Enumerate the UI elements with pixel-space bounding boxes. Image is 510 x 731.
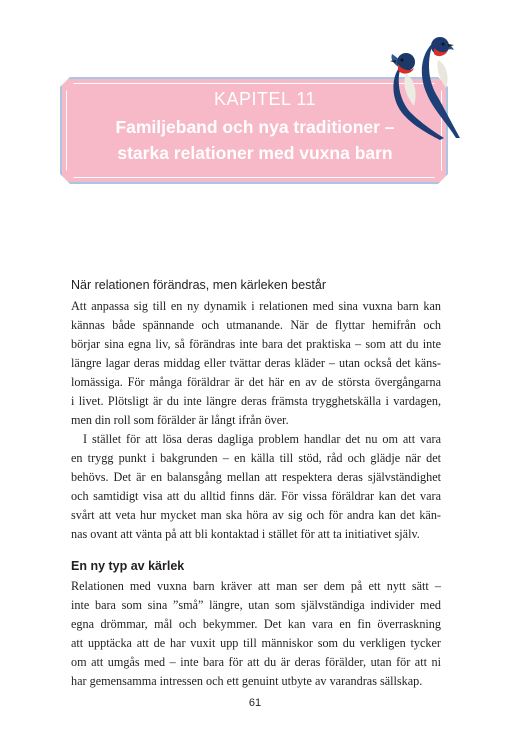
text-line: nas ovant att vänta på att bli kontaktad i stället för att ta initiativet själv. bbox=[71, 527, 420, 541]
text-line: I stället för att lösa deras dagliga problem handlar det nu om att vara bbox=[83, 432, 441, 446]
text-line: börjar sina egna liv, så förändras inte bara det praktiska – som att du inte bbox=[71, 337, 441, 351]
swallow-birds-icon bbox=[388, 24, 466, 142]
text-line: men din roll som förälder är långt ifrån över. bbox=[71, 413, 289, 427]
chapter-label: KAPITEL 11 bbox=[213, 89, 317, 109]
page-number: 61 bbox=[248, 697, 262, 709]
text-line: Relationen med vuxna barn kräver att man ser dem på ett nytt sätt – bbox=[71, 579, 441, 593]
text-line: om att umgås med – inte bara för att du är deras förälder, utan för att ni bbox=[71, 655, 441, 669]
text-line: längre lagar deras middag eller tvättar deras kläder – utan också det käns- bbox=[71, 356, 441, 370]
text-line: att upptäcka att de har vuxit upp till människor som du verkligen tycker bbox=[71, 636, 441, 650]
text-line: egna drömmar, mål och bekymmer. Det kan vara en fin överraskning bbox=[71, 617, 441, 631]
section-heading-2: En ny typ av kärlek bbox=[71, 559, 185, 573]
text-line: i livet. Plötsligt är du inte längre deras främsta trygghetskälla i vardagen, bbox=[71, 394, 441, 408]
text-line: lomässiga. För många föräldrar är det här en av de största övergångarna bbox=[71, 375, 441, 389]
chapter-title-line-2: starka relationer med vuxna barn bbox=[117, 143, 393, 163]
text-line: en trygg punkt i bakgrunden – en källa till stöd, råd och glädje när det bbox=[71, 451, 441, 465]
text-line: Att anpassa sig till en ny dynamik i relationen med sina vuxna barn kan bbox=[71, 299, 441, 313]
body-text bbox=[71, 276, 441, 691]
swallow-rear-icon bbox=[422, 37, 460, 138]
chapter-title-line-1: Familjeband och nya traditioner – bbox=[115, 117, 395, 137]
text-line: inte bara som sina ”små” längre, utan som självständiga individer med bbox=[71, 598, 441, 612]
text-line: behövs. Det är en balansgång mellan att respektera deras självständighet bbox=[71, 470, 441, 484]
text-line: har gemensamma intressen och ett genuint utbyte av varandras sällskap. bbox=[71, 674, 423, 688]
text-line: kännas både spännande och utmanande. När de flyttar hemifrån och bbox=[71, 318, 441, 332]
paragraph-2 bbox=[71, 430, 441, 544]
text-line: svårt att veta hur mycket man ska höra av sig och för andra kan det kän- bbox=[71, 508, 441, 522]
paragraph-3 bbox=[71, 577, 441, 691]
text-line: och samtidigt visa att du alltid finns där. För vissa föräldrar kan det vara bbox=[71, 489, 441, 503]
section-heading-1: När relationen förändras, men kärleken består bbox=[71, 278, 326, 292]
paragraph-1 bbox=[71, 297, 441, 430]
